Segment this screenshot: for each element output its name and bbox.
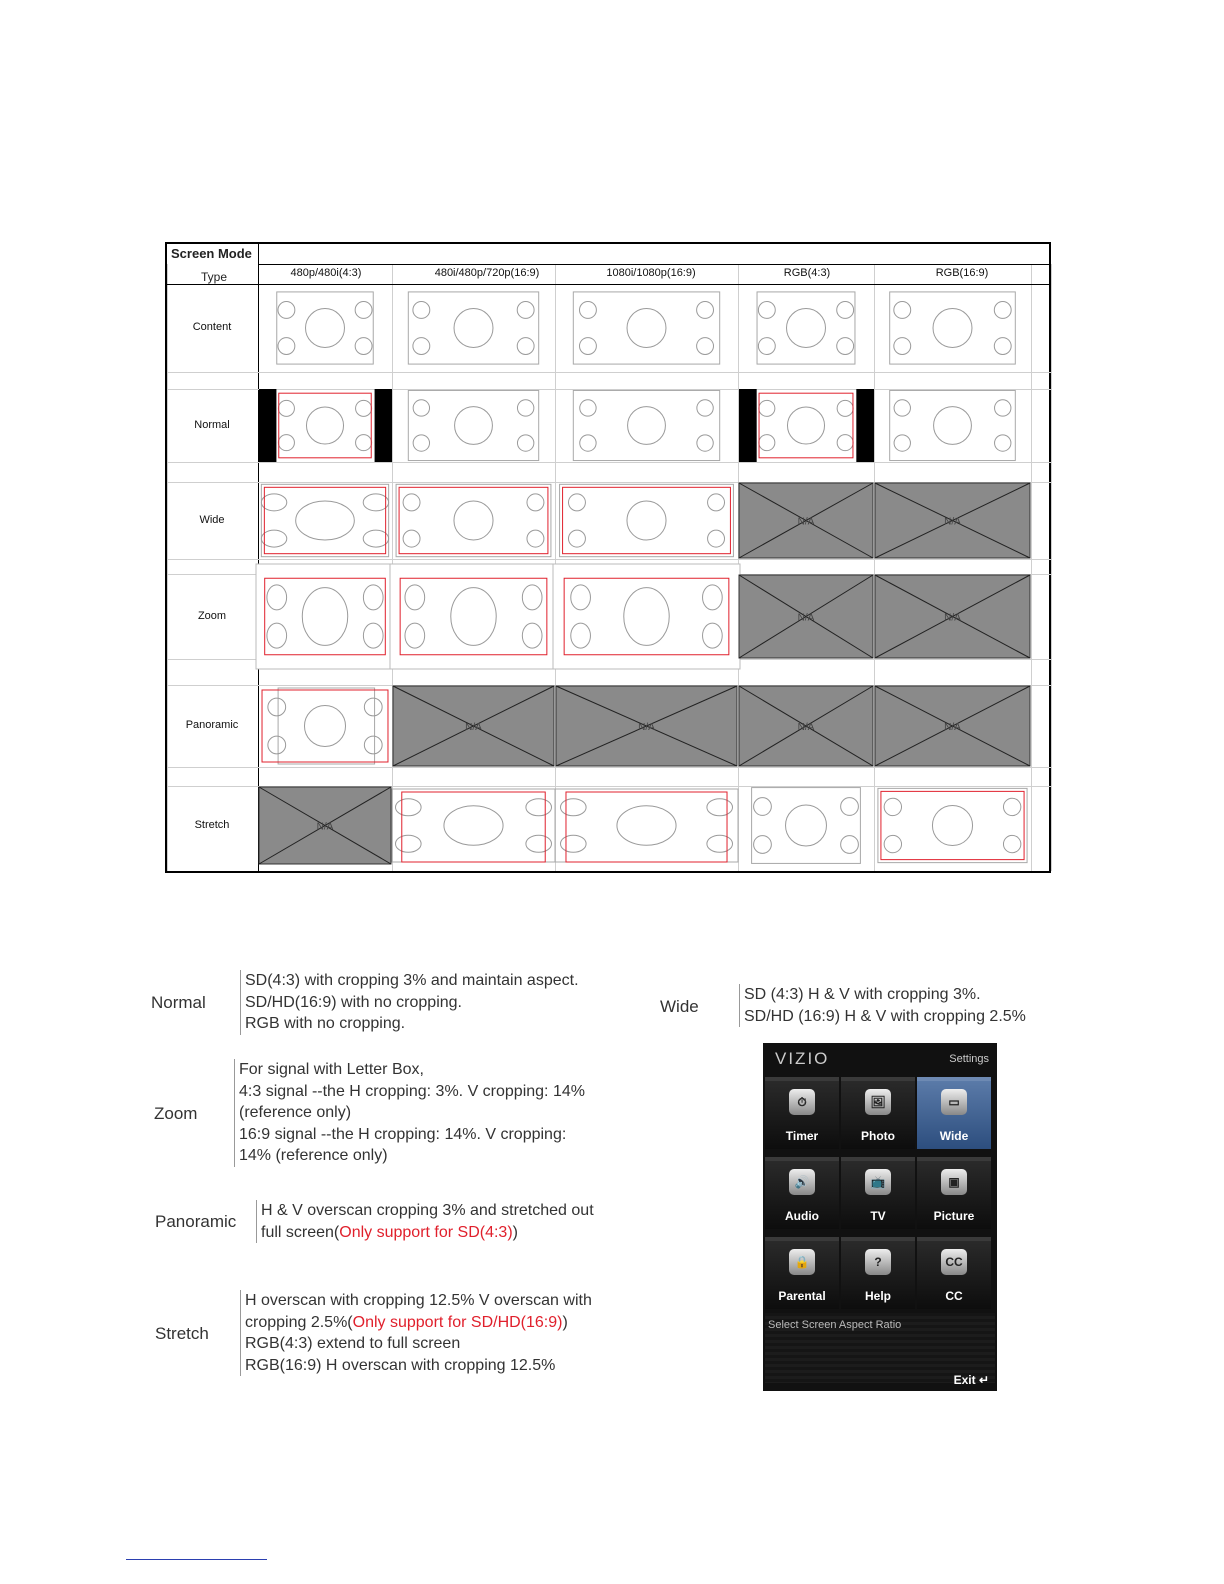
desc-normal: [240, 970, 579, 1035]
cell-wide: [258, 482, 392, 559]
term-zoom: Zoom: [154, 1104, 198, 1123]
desc-line: H & V overscan cropping 3% and stretched out: [261, 1202, 594, 1219]
cell-plain: [738, 786, 874, 865]
pattern-circle: [278, 435, 294, 451]
cell-illustration: [258, 685, 392, 767]
cell-plain: [874, 389, 1031, 462]
pattern-circle: [560, 835, 586, 852]
content-frame: [392, 789, 555, 862]
pattern-circle: [754, 798, 772, 816]
pattern-circle: [994, 338, 1011, 355]
pattern-circle: [568, 530, 585, 547]
menu-tile-label: Wide: [939, 1129, 969, 1143]
tv-icon: 📺: [865, 1169, 891, 1195]
footer-rule: [126, 1559, 267, 1560]
pattern-oval: [306, 407, 343, 444]
cell-content: [555, 284, 738, 372]
pattern-circle: [363, 494, 388, 511]
pattern-circle: [278, 338, 295, 355]
pattern-circle: [278, 400, 294, 416]
desc-line: RGB with no cropping.: [245, 1015, 406, 1033]
zoom-outer: [390, 564, 557, 669]
cell-illustration: [874, 482, 1031, 559]
pattern-circle: [527, 530, 544, 547]
cell-illustration: [258, 574, 392, 659]
crop-frame: [563, 487, 731, 553]
menu-tile-label: Photo: [861, 1129, 895, 1143]
pattern-circle: [995, 400, 1011, 416]
menu-tile-parental[interactable]: [765, 1237, 839, 1309]
menu-tile-wide[interactable]: [917, 1077, 991, 1149]
pattern-circle: [758, 302, 775, 319]
crop-frame: [399, 487, 548, 553]
cell-na: [874, 574, 1031, 659]
photo-icon: 🖼: [865, 1089, 891, 1115]
menu-tile-cc[interactable]: [917, 1237, 991, 1309]
crop-frame: [566, 792, 727, 862]
pattern-circle: [364, 698, 382, 716]
cell-illustration: [258, 284, 392, 372]
menu-tile-tv[interactable]: [841, 1157, 915, 1229]
cell-illustration: [392, 786, 555, 865]
desc-zoom: [234, 1059, 585, 1167]
column-header: RGB(16:9): [935, 267, 989, 279]
pattern-oval: [628, 407, 666, 445]
pattern-circle: [1003, 835, 1020, 852]
desc-wide: [739, 984, 1026, 1027]
cell-illustration: [258, 389, 392, 462]
crop-frame: [881, 791, 1024, 859]
na-label: N/A: [797, 516, 815, 528]
content-frame: [878, 788, 1027, 862]
grid-line-vertical: [1031, 264, 1032, 871]
monitor-icon: ▭: [941, 1089, 967, 1115]
pattern-circle: [526, 799, 552, 816]
content-frame: [408, 292, 538, 364]
cell-plain: [392, 389, 555, 462]
desc-line: 14% (reference only): [239, 1147, 388, 1165]
pattern-circle: [707, 835, 733, 852]
pattern-circle: [517, 338, 534, 355]
cell-illustration: [392, 389, 555, 462]
crop-frame: [262, 690, 388, 762]
menu-tile-picture[interactable]: [917, 1157, 991, 1229]
pattern-circle: [278, 302, 295, 319]
pattern-circle: [403, 530, 420, 547]
na-label: N/A: [944, 722, 961, 733]
pattern-circle: [837, 338, 854, 355]
cell-na: [874, 685, 1031, 767]
desc-line: SD/HD(16:9) with no cropping.: [245, 993, 462, 1011]
desc-line: full screen(Only support for SD(4:3)): [261, 1223, 518, 1241]
menu-tile-photo[interactable]: [841, 1077, 915, 1149]
grid-line-horizontal: [167, 559, 1051, 560]
column-header: RGB(4:3): [783, 267, 831, 279]
status-text: Select Screen Aspect Ratio: [768, 1319, 902, 1331]
cell-illustration: [874, 389, 1031, 462]
na-label: N/A: [944, 516, 961, 528]
cell-illustration: [738, 284, 874, 372]
pattern-circle: [356, 435, 372, 451]
row-label: Content: [192, 321, 232, 333]
desc-line: RGB(16:9) H overscan with cropping 12.5%: [245, 1356, 556, 1374]
menu-tile-label: TV: [870, 1209, 886, 1223]
pattern-circle: [527, 494, 544, 511]
pattern-circle: [364, 736, 382, 754]
help-icon: ?: [865, 1249, 891, 1275]
pattern-circle: [268, 698, 286, 716]
cell-illustration: [738, 685, 874, 767]
pattern-circle: [261, 494, 286, 511]
cell-illustration: [392, 685, 555, 767]
desc-line: H overscan with cropping 12.5% V overscan with: [245, 1292, 592, 1309]
pattern-circle: [355, 302, 372, 319]
pattern-circle: [568, 494, 585, 511]
menu-tile-timer[interactable]: [765, 1077, 839, 1149]
cell-crop: [874, 786, 1031, 865]
cell-zoom: [258, 574, 392, 659]
menu-tile-audio[interactable]: [765, 1157, 839, 1229]
row-label: Panoramic: [185, 719, 239, 731]
row-label: Stretch: [194, 818, 230, 831]
letterbox-bar: [375, 389, 392, 462]
cell-bars: [738, 389, 874, 462]
pattern-circle: [395, 835, 421, 852]
desc-line: 4:3 signal --the H cropping: 3%. V cropping: 14%: [239, 1082, 585, 1100]
cell-na: [555, 685, 738, 767]
grid-line-horizontal: [167, 462, 1051, 463]
content-frame: [555, 789, 738, 862]
cell-zoom: [555, 574, 738, 659]
cell-content: [738, 284, 874, 372]
na-label: N/A: [797, 612, 815, 624]
pattern-circle: [579, 302, 596, 319]
content-frame: [573, 292, 719, 364]
pattern-circle: [356, 400, 372, 416]
pattern-circle: [403, 494, 420, 511]
pattern-oval: [787, 407, 824, 444]
grid-line-horizontal: [167, 372, 1051, 373]
cell-illustration: [738, 574, 874, 659]
pattern-oval: [304, 705, 345, 746]
pattern-circle: [413, 435, 429, 451]
cell-illustration: [874, 574, 1031, 659]
pattern-circle: [758, 338, 775, 355]
cell-zoom: [392, 574, 555, 659]
screen-mode-table: [165, 242, 1051, 873]
cell-stretch: [555, 786, 738, 865]
menu-title: Settings: [949, 1053, 989, 1065]
pattern-circle: [261, 530, 286, 547]
cell-bars: [258, 389, 392, 462]
pattern-circle: [560, 799, 586, 816]
crop-frame: [264, 487, 385, 553]
pattern-circle: [837, 302, 854, 319]
cell-illustration: [392, 482, 555, 559]
desc-note-red: Only support for SD/HD(16:9): [352, 1313, 563, 1331]
pattern-circle: [413, 302, 430, 319]
pattern-circle: [363, 530, 388, 547]
pattern-oval: [627, 501, 666, 540]
pattern-circle: [837, 435, 853, 451]
column-header: 1080i/1080p(16:9): [606, 267, 696, 279]
grid-line-horizontal: [258, 264, 1051, 265]
letterbox-bar: [856, 389, 874, 462]
content-frame: [560, 484, 734, 556]
na-label: N/A: [638, 722, 655, 733]
pattern-oval: [455, 407, 493, 445]
pattern-circle: [708, 494, 725, 511]
letterbox-bar: [259, 389, 276, 462]
desc-line: 16:9 signal --the H cropping: 14%. V cropping:: [239, 1125, 567, 1143]
cell-illustration: [555, 389, 738, 462]
desc-line: SD(4:3) with cropping 3% and maintain aspect.: [245, 972, 579, 989]
cell-illustration: [392, 574, 555, 659]
exit-label: Exit: [953, 1373, 976, 1387]
table-corner-title: Screen Mode: [171, 246, 252, 261]
pattern-circle: [707, 799, 733, 816]
exit-icon: ↵: [978, 1373, 989, 1387]
desc-line: SD (4:3) H & V with cropping 3%.: [744, 986, 981, 1003]
pattern-circle: [580, 435, 596, 451]
pattern-circle: [526, 835, 552, 852]
cell-crop: [392, 482, 555, 559]
cell-stretch: [392, 786, 555, 865]
desc-line: SD/HD (16:9) H & V with cropping 2.5%: [744, 1007, 1026, 1025]
cell-content: [874, 284, 1031, 372]
pattern-circle: [697, 338, 714, 355]
vizio-logo: VIZIO: [775, 1049, 830, 1068]
cell-illustration: [555, 574, 738, 659]
cell-na: [738, 574, 874, 659]
pattern-circle: [517, 400, 533, 416]
cell-illustration: [555, 786, 738, 865]
picture-icon: ▣: [941, 1169, 967, 1195]
pattern-oval: [617, 806, 676, 845]
pattern-circle: [754, 836, 772, 854]
pattern-circle: [759, 400, 775, 416]
pattern-circle: [395, 799, 421, 816]
pattern-circle: [579, 338, 596, 355]
desc-line: cropping 2.5%(Only support for SD/HD(16:9)): [245, 1313, 568, 1331]
cell-na: [258, 786, 392, 865]
pattern-circle: [841, 836, 859, 854]
column-header: 480p/480i(4:3): [290, 267, 362, 279]
letterbox-bar: [739, 389, 757, 462]
menu-tile-label: Picture: [933, 1209, 975, 1223]
cc-icon: CC: [941, 1249, 967, 1275]
content-frame: [396, 484, 551, 556]
cell-plain: [555, 389, 738, 462]
desc-line: (reference only): [239, 1104, 352, 1122]
zoom-outer: [256, 564, 394, 669]
cell-illustration: [874, 786, 1031, 865]
pattern-oval: [934, 407, 972, 445]
pattern-circle: [413, 400, 429, 416]
grid-line-vertical: [167, 264, 168, 871]
pattern-circle: [894, 302, 911, 319]
term-normal: Normal: [151, 993, 206, 1012]
desc-panoramic: [256, 1200, 594, 1243]
pattern-circle: [355, 338, 372, 355]
pattern-circle: [994, 302, 1011, 319]
cell-pan: [258, 685, 392, 767]
pattern-oval: [786, 805, 827, 846]
grid-line-vertical: [1051, 264, 1052, 871]
menu-tile-label: CC: [945, 1289, 963, 1303]
cell-illustration: [258, 482, 392, 559]
pattern-circle: [837, 400, 853, 416]
term-wide: Wide: [660, 997, 699, 1016]
cell-na: [874, 482, 1031, 559]
pattern-circle: [580, 400, 596, 416]
cell-illustration: [738, 482, 874, 559]
cell-illustration: [874, 284, 1031, 372]
content-frame: [573, 390, 719, 460]
content-frame: [278, 688, 374, 764]
stopwatch-icon: ⏱: [789, 1089, 815, 1115]
na-label: N/A: [465, 722, 482, 733]
pattern-oval: [454, 309, 493, 348]
pattern-oval: [933, 309, 972, 348]
grid-line-horizontal: [167, 767, 1051, 768]
cell-illustration: [392, 284, 555, 372]
desc-note-red: Only support for SD(4:3): [339, 1223, 513, 1241]
pattern-circle: [894, 400, 910, 416]
zoom-outer: [553, 564, 740, 669]
pattern-oval: [454, 501, 493, 540]
cell-illustration: [738, 786, 874, 865]
na-label: N/A: [944, 612, 961, 624]
cell-illustration: [874, 685, 1031, 767]
content-frame: [890, 390, 1016, 460]
cell-illustration: [555, 482, 738, 559]
cell-illustration: [555, 685, 738, 767]
pattern-circle: [697, 400, 713, 416]
desc-line: For signal with Letter Box,: [239, 1061, 424, 1078]
menu-tile-label: Help: [864, 1289, 891, 1303]
pattern-circle: [759, 435, 775, 451]
term-panoramic: Panoramic: [155, 1212, 237, 1231]
column-header: 480i/480p/720p(16:9): [434, 267, 540, 279]
exit-button[interactable]: [954, 1373, 989, 1387]
cell-na: [738, 685, 874, 767]
term-stretch: Stretch: [155, 1324, 209, 1343]
lock-icon: 🔒: [789, 1249, 815, 1275]
menu-tile-label: Parental: [778, 1289, 826, 1303]
crop-frame: [402, 792, 545, 862]
pattern-circle: [517, 435, 533, 451]
pattern-circle: [697, 435, 713, 451]
pattern-oval: [627, 309, 666, 348]
na-label: N/A: [316, 821, 334, 833]
cell-content: [392, 284, 555, 372]
menu-tile-help[interactable]: [841, 1237, 915, 1309]
pattern-circle: [884, 835, 901, 852]
pattern-oval: [787, 309, 826, 348]
pattern-circle: [413, 338, 430, 355]
pattern-circle: [268, 736, 286, 754]
speaker-icon: 🔊: [789, 1169, 815, 1195]
menu-tile-label: Timer: [785, 1129, 819, 1143]
cell-illustration: [258, 786, 392, 865]
cell-content: [258, 284, 392, 372]
row-label: Normal: [194, 418, 230, 431]
pattern-circle: [517, 302, 534, 319]
pattern-circle: [697, 302, 714, 319]
desc-stretch: [240, 1290, 592, 1376]
table-corner-subtitle: Type: [201, 270, 228, 284]
pattern-circle: [841, 798, 859, 816]
pattern-oval: [932, 805, 972, 845]
cell-crop: [555, 482, 738, 559]
pattern-circle: [894, 338, 911, 355]
na-label: N/A: [797, 722, 815, 733]
pattern-circle: [995, 435, 1011, 451]
cell-illustration: [738, 389, 874, 462]
row-label: Zoom: [197, 609, 227, 622]
cell-na: [738, 482, 874, 559]
pattern-circle: [894, 435, 910, 451]
desc-line: RGB(4:3) extend to full screen: [245, 1335, 461, 1353]
pattern-circle: [1003, 798, 1020, 815]
content-frame: [408, 390, 538, 460]
vizio-settings-menu: [763, 1043, 997, 1391]
pattern-oval: [444, 806, 503, 845]
cell-illustration: [555, 284, 738, 372]
content-frame: [890, 292, 1016, 364]
pattern-oval: [306, 309, 345, 348]
row-label: Wide: [199, 513, 225, 526]
cell-na: [392, 685, 555, 767]
pattern-circle: [708, 530, 725, 547]
pattern-circle: [884, 798, 901, 815]
menu-tile-label: Audio: [785, 1209, 819, 1223]
pattern-oval: [296, 501, 355, 540]
